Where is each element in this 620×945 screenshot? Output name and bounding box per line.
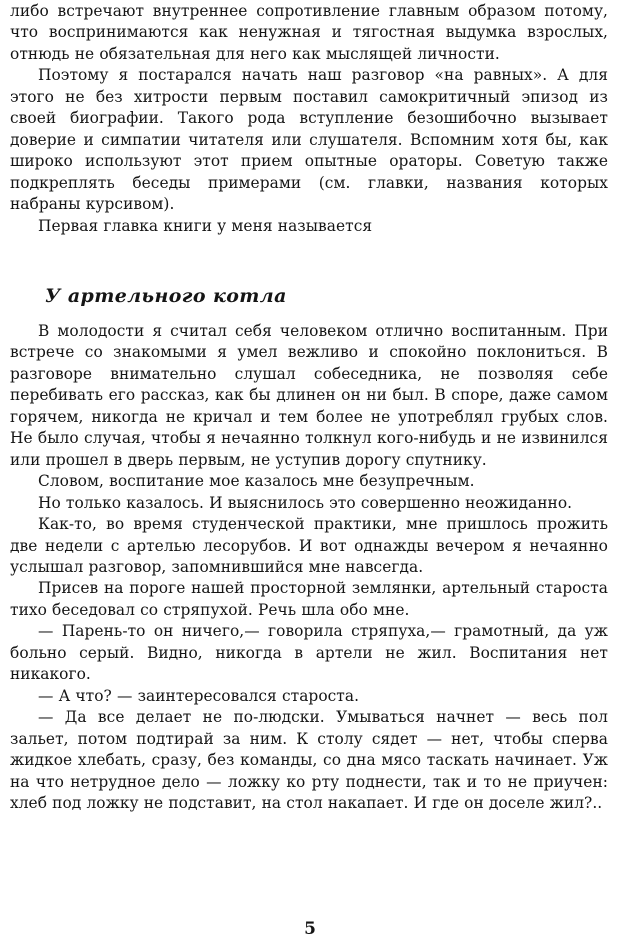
paragraph-continued: либо встречают внутреннее сопротивление главным образом потому, что воспринимаются как ненужная и тягостная выдумка взрослых, отнюдь не обязательная для него как мыслящей личности. — [10, 2, 608, 63]
paragraph: Присев на пороге нашей просторной землянки, артельный староста тихо беседовал со стряпухой. Речь шла обо мне. — [10, 579, 608, 619]
dialogue-line: — Да все делает не по-людски. Умываться начнет — весь пол зальет, потом подтирай за ним. К столу сядет — нет, чтобы сперва жидкое хлебать, сразу, без команды, со дна мясо таскать начинает. Уж на что нетрудное дело — ложку ко рту поднести, так и то не приучен: хлеб под ложку не подставит, на стол накапает. И где он доселе жил?.. — [10, 708, 608, 812]
paragraph: Как-то, во время студенческой практики, мне пришлось прожить две недели с артелью лесорубов. И вот однажды вечером я нечаянно услышал разговор, запомнившийся мне навсегда. — [10, 515, 608, 576]
dialogue-line: — А что? — заинтересовался староста. — [38, 686, 360, 705]
section-heading: У артельного котла — [45, 285, 287, 307]
body-text-block — [10, 321, 608, 814]
paragraph: В молодости я считал себя человеком отлично воспитанным. При встрече со знакомыми я умел вежливо и спокойно поклониться. В разговоре внимательно слушал собеседника, не позволяя себе перебивать его рассказ, как бы длинен он ни был. В споре, даже самом горячем, никогда не кричал и тем более не употреблял грубых слов. Не было случая, чтобы я нечаянно толкнул кого-нибудь и не извинился или прошел в дверь первым, не уступив дорогу спутнику. — [10, 322, 608, 469]
top-text-block — [10, 1, 608, 237]
page-number: 5 — [304, 919, 316, 939]
paragraph: Первая главка книги у меня называется — [38, 216, 373, 235]
paragraph: Словом, воспитание мое казалось мне безупречным. — [38, 472, 475, 491]
paragraph: Поэтому я постарался начать наш разговор «на равных». А для этого не без хитрости первым поставил самокритичный эпизод из своей биографии. Такого рода вступление безошибочно вызывает доверие и симпатии читателя или слушателя. Вспомним хотя бы, как широко используют этот прием опытные ораторы. Советую также подкреплять беседы примерами (см. главки, названия которых набраны курсивом). — [10, 66, 608, 214]
paragraph: Но только казалось. И выяснилось это совершенно неожиданно. — [38, 493, 573, 512]
dialogue-line: — Парень-то он ничего,— говорила стряпуха,— грамотный, да уж больно серый. Видно, никогда в артели не жил. Воспитания нет никакого. — [10, 622, 608, 684]
